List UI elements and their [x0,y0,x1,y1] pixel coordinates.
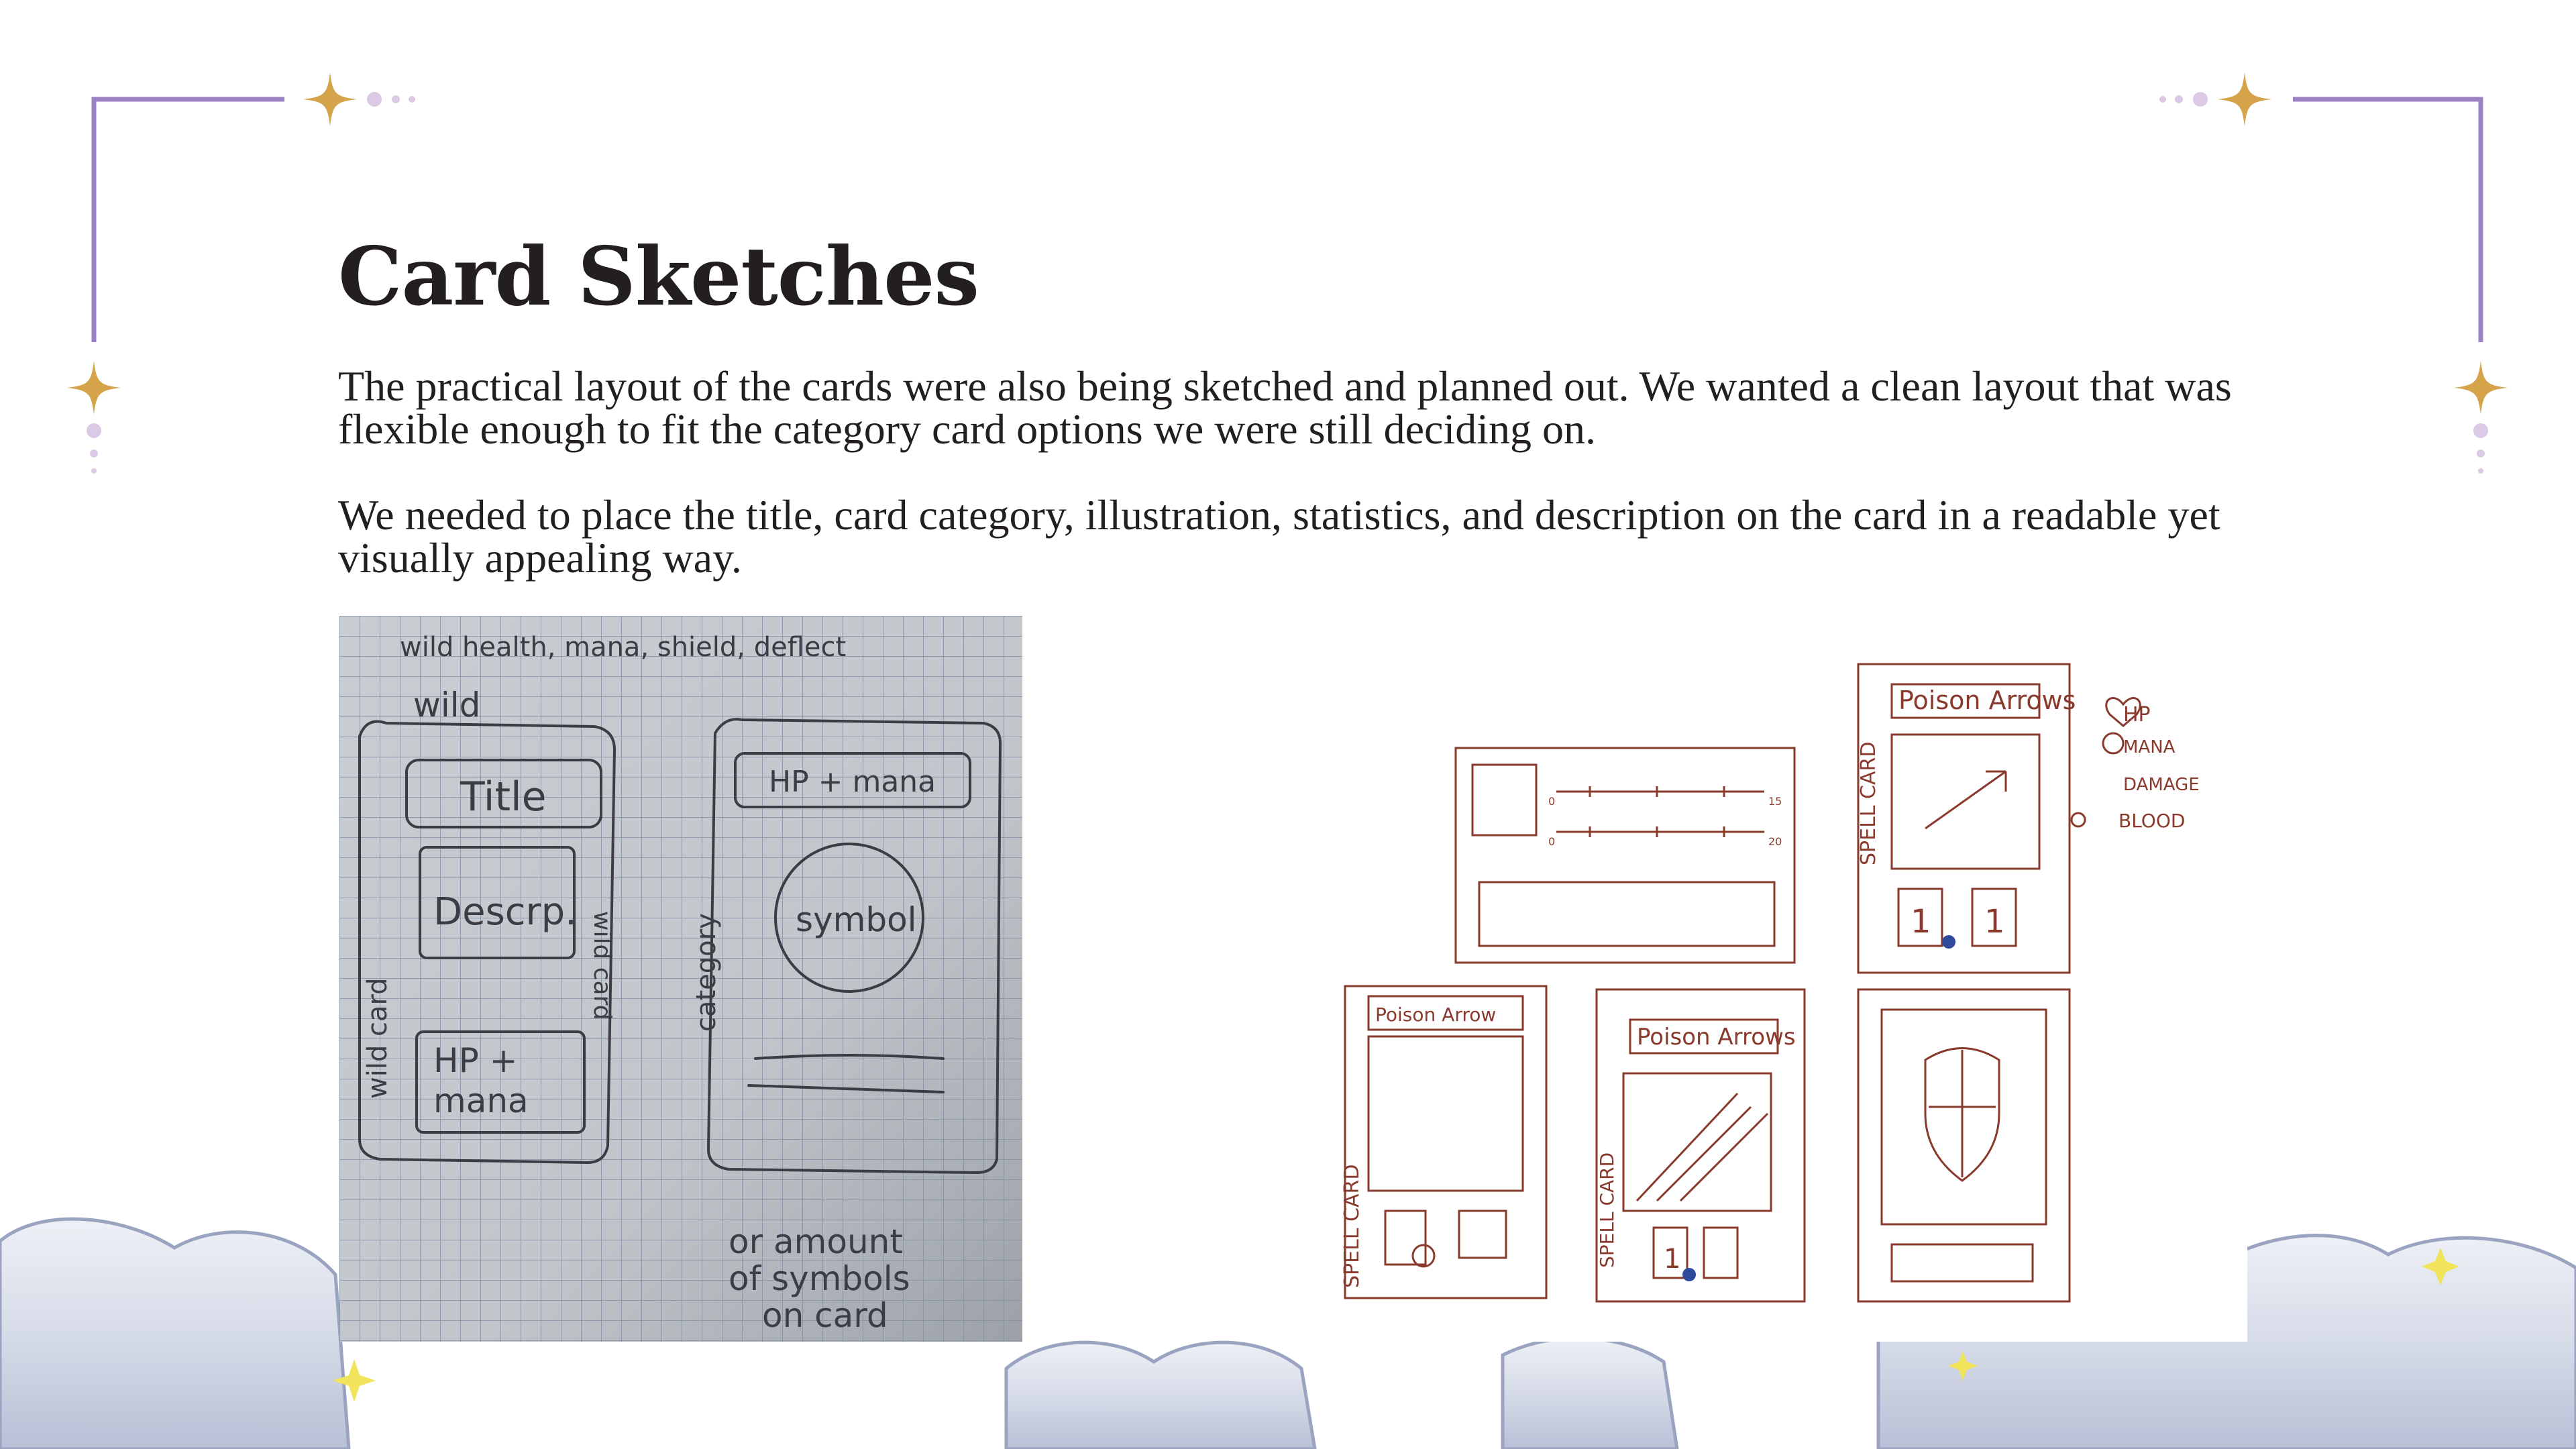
cloud-shape [1503,1338,1677,1449]
legend-blood: BLOOD [2118,810,2186,832]
ink-spell-card-label: SPELL CARD [1857,741,1880,865]
ink-slider-max-bottom: 20 [1768,835,1782,848]
sketch-footer-note-2: of symbols [729,1259,910,1298]
intro-paragraph: The practical layout of the cards were also being sketched and planned out. We wanted a clean layout that was flexible enough to fit the category card options we were still deciding on. [338,362,2232,453]
sketch-wild-label: wild [413,686,481,724]
ink-card-title-mid: Poison Arrows [1637,1024,1796,1051]
sketch-right-stats-box: HP + mana [769,765,936,799]
ink-slider-max-top: 15 [1768,795,1782,808]
ink-cost-value: 1 [1984,903,2005,941]
sketch-stats-line1: HP + [433,1041,518,1080]
legend-damage: DAMAGE [2123,775,2200,795]
sketch-header-note: wild health, mana, shield, deflect [400,632,847,663]
sketch-description-box: Descrp. [433,890,577,934]
sketch-footer-note-3: on card [762,1296,888,1335]
sketch-symbol-label: symbol [796,900,917,939]
ink-card-sketch [1308,644,2247,1342]
ink-slider-min: 0 [1548,835,1556,848]
slide-title: Card Sketches [338,229,979,324]
sketch-stats-line2: mana [433,1081,529,1120]
ink-card-title-top: Poison Arrows [1898,686,2076,715]
ink-cost-value: 1 [1911,903,1931,941]
layout-paragraph: We needed to place the title, card category, illustration, statistics, and description on the card in a readable yet visually appealing way. [338,491,2220,582]
ink-spell-card-label: SPELL CARD [1340,1164,1364,1288]
sketch-category-label: category [691,913,722,1032]
sketch-title-box: Title [460,773,547,820]
ink-cost-value: 1 [1664,1244,1681,1275]
legend-hp: HP [2123,703,2151,727]
sketch-footer-note-1: or amount [729,1222,903,1261]
sketch-side-label-right: wild card [588,911,616,1020]
cloud-shape [0,1219,349,1449]
legend-mana: MANA [2123,737,2176,757]
ink-card-title-small: Poison Arrow [1375,1004,1497,1026]
cloud-shape [1006,1342,1315,1449]
pencil-sketch-photo [339,616,1022,1342]
sketch-side-label-left: wild card [362,977,393,1099]
ink-slider-min: 0 [1548,795,1556,808]
ink-spell-card-label: SPELL CARD [1596,1152,1618,1268]
